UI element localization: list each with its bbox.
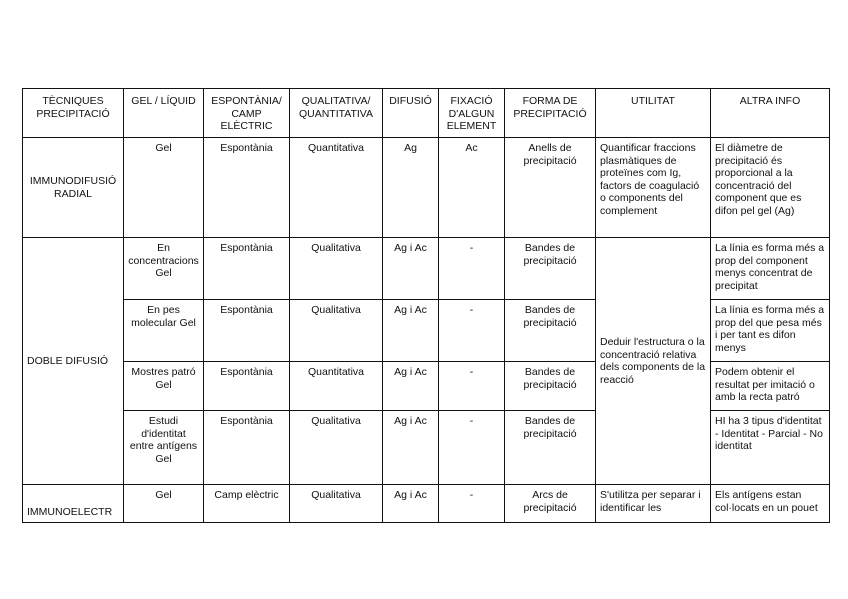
technique-cell: IMMUNOELECTR: [23, 485, 124, 523]
fixacio-cell: Ac: [439, 138, 505, 238]
fixacio-cell: -: [439, 485, 505, 523]
header-cell: FIXACIÓ D'ALGUN ELEMENT: [439, 89, 505, 138]
precipitation-techniques-table: [22, 88, 830, 523]
qual-cell: Qualitativa: [290, 238, 383, 300]
espontania-cell: Espontània: [204, 138, 290, 238]
header-cell: ALTRA INFO: [711, 89, 830, 138]
espontania-cell: Espontània: [204, 411, 290, 485]
forma-cell: Anells de precipitació: [505, 138, 596, 238]
info-cell: La línia es forma més a prop del component menys concentrat de precipitat: [711, 238, 830, 300]
espontania-cell: Espontània: [204, 300, 290, 362]
table-row: [23, 138, 830, 238]
utilitat-cell: Quantificar fraccions plasmàtiques de proteïnes com Ig, factors de coagulació o components del complement: [596, 138, 711, 238]
espontania-cell: Espontània: [204, 238, 290, 300]
technique-cell: IMMUNODIFUSIÓ RADIAL: [23, 138, 124, 238]
info-cell: Els antígens estan col·locats en un pouet: [711, 485, 830, 523]
forma-cell: Bandes de precipitació: [505, 411, 596, 485]
technique-cell: DOBLE DIFUSIÓ: [23, 238, 124, 485]
forma-cell: Arcs de precipitació: [505, 485, 596, 523]
forma-cell: Bandes de precipitació: [505, 238, 596, 300]
header-cell: GEL / LÍQUID: [124, 89, 204, 138]
fixacio-cell: -: [439, 238, 505, 300]
header-row: [23, 89, 830, 138]
gel-cell: Gel: [124, 138, 204, 238]
difusio-cell: Ag i Ac: [383, 411, 439, 485]
info-cell: El diàmetre de precipitació és proporcional a la concentració del component que es difon pel gel (Ag): [711, 138, 830, 238]
header-cell: ESPONTÀNIA/ CAMP ELÈCTRIC: [204, 89, 290, 138]
utilitat-cell: Deduir l'estructura o la concentració relativa dels components de la reacció: [596, 238, 711, 485]
header-cell: TÈCNIQUES PRECIPITACIÓ: [23, 89, 124, 138]
fixacio-cell: -: [439, 362, 505, 411]
header-cell: QUALITATIVA/ QUANTITATIVA: [290, 89, 383, 138]
header-cell: UTILITAT: [596, 89, 711, 138]
header-cell: DIFUSIÓ: [383, 89, 439, 138]
info-cell: HI ha 3 tipus d'identitat - Identitat - Parcial - No identitat: [711, 411, 830, 485]
qual-cell: Qualitativa: [290, 485, 383, 523]
table-row: [23, 238, 830, 300]
table-row: [23, 485, 830, 523]
qual-cell: Qualitativa: [290, 411, 383, 485]
fixacio-cell: -: [439, 300, 505, 362]
gel-cell: Mostres patró Gel: [124, 362, 204, 411]
difusio-cell: Ag: [383, 138, 439, 238]
difusio-cell: Ag i Ac: [383, 238, 439, 300]
difusio-cell: Ag i Ac: [383, 300, 439, 362]
gel-cell: En pes molecular Gel: [124, 300, 204, 362]
gel-cell: Gel: [124, 485, 204, 523]
gel-cell: En concentracions Gel: [124, 238, 204, 300]
info-cell: Podem obtenir el resultat per imitació o amb la recta patró: [711, 362, 830, 411]
fixacio-cell: -: [439, 411, 505, 485]
qual-cell: Quantitativa: [290, 138, 383, 238]
qual-cell: Qualitativa: [290, 300, 383, 362]
utilitat-cell: S'utilitza per separar i identificar les: [596, 485, 711, 523]
gel-cell: Estudi d'identitat entre antígens Gel: [124, 411, 204, 485]
forma-cell: Bandes de precipitació: [505, 362, 596, 411]
espontania-cell: Camp elèctric: [204, 485, 290, 523]
info-cell: La línia es forma més a prop del que pesa més i per tant es difon menys: [711, 300, 830, 362]
espontania-cell: Espontània: [204, 362, 290, 411]
difusio-cell: Ag i Ac: [383, 485, 439, 523]
forma-cell: Bandes de precipitació: [505, 300, 596, 362]
difusio-cell: Ag i Ac: [383, 362, 439, 411]
header-cell: FORMA DE PRECIPITACIÓ: [505, 89, 596, 138]
qual-cell: Quantitativa: [290, 362, 383, 411]
